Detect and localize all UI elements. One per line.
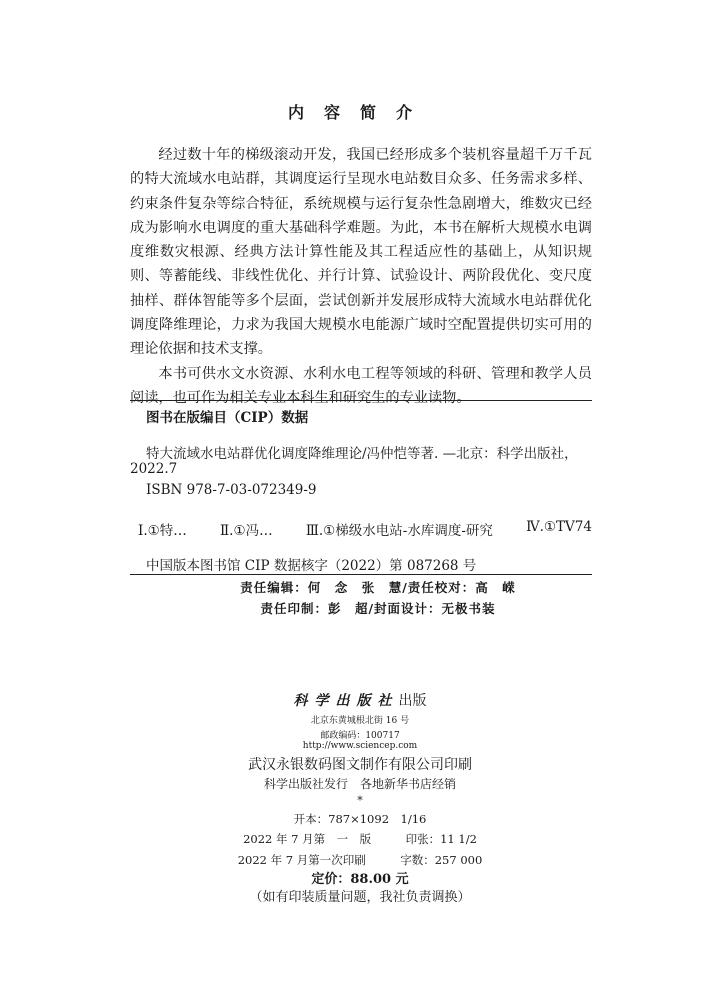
publisher-logo-text: 科学出版社 [293, 693, 399, 709]
cip-block [130, 400, 592, 575]
cip-title-line: 特大流域水电站群优化调度降维理论/冯仲恺等著. —北京：科学出版社， [146, 446, 578, 462]
summary-paragraph: 本书可供水文水资源、水利水电工程等领域的科研、管理和教学人员阅读，也可作为相关专业本科生和研究生的专业读物。 [130, 365, 592, 406]
cip-record-number: 中国版本图书馆 CIP 数据核字（2022）第 087268 号 [146, 558, 477, 574]
cip-subject: Ⅱ.①冯… [220, 523, 273, 539]
cip-subject: Ⅲ.①梯级水电站-水库调度-研究 [305, 523, 493, 539]
printing-spec: 2022 年 7 月第一次印刷 字数：257 000 [237, 853, 483, 867]
cip-heading: 图书在版编目（CIP）数据 [146, 410, 309, 426]
price: 定价：88.00 元 [311, 872, 409, 887]
separator-star: * [357, 794, 363, 807]
summary-section [130, 143, 592, 410]
publisher-suffix: 出版 [398, 693, 427, 709]
page-title: 内容简介 [287, 103, 432, 122]
cip-subject: Ⅰ.①特… [138, 523, 187, 539]
cip-isbn: ISBN 978-7-03-072349-9 [146, 482, 317, 498]
printer-line: 武汉永银数码图文制作有限公司印刷 [248, 757, 472, 773]
editor-credits: 责任编辑：何 念 张 慧/责任校对：高 嵘 [240, 580, 516, 595]
cip-subjects [138, 519, 592, 539]
publisher-postcode: 邮政编码：100717 [320, 731, 400, 741]
publisher-url: http://www.sciencep.com [302, 741, 418, 751]
publisher-address: 北京东黄城根北街 16 号 [310, 716, 410, 726]
publisher-line [0, 690, 720, 710]
cip-subject: Ⅳ.①TV74 [526, 519, 592, 535]
distribution-line: 科学出版社发行 各地新华书店经销 [263, 777, 456, 791]
summary-paragraph: 经过数十年的梯级滚动开发，我国已经形成多个装机容量超千万千瓦的特大流域水电站群，其调度运行呈现水电站数目众多、任务需求多样、约束条件复杂等综合特征，系统规模与运行复杂性急剧增大，维数灾已经成为影响水电调度的重大基础科学难题。为此，本书在解析大规模水电调度维数灾根源、经典方法计算性能及其工程适应性的基础上，从知识规则、等蓄能线、非线性优化、并行计算、试验设计、两阶段优化、变尺度抽样、群体智能等多个层面，尝试创新并发展形成特大流域水电站群优化调度降维理论，力求为我国大规模水电能源广域时空配置提供切实可用的理论依据和技术支撑。 [130, 147, 592, 358]
format-spec: 开本：787×1092 1/16 [293, 812, 427, 826]
cip-year-line: 2022.7 [130, 461, 178, 477]
quality-notice: （如有印装质量问题，我社负责调换） [249, 890, 471, 905]
production-credits: 责任印制：彭 超/封面设计：无极书装 [260, 601, 496, 616]
edition-spec: 2022 年 7 月第 一 版 印张：11 1/2 [243, 832, 477, 846]
